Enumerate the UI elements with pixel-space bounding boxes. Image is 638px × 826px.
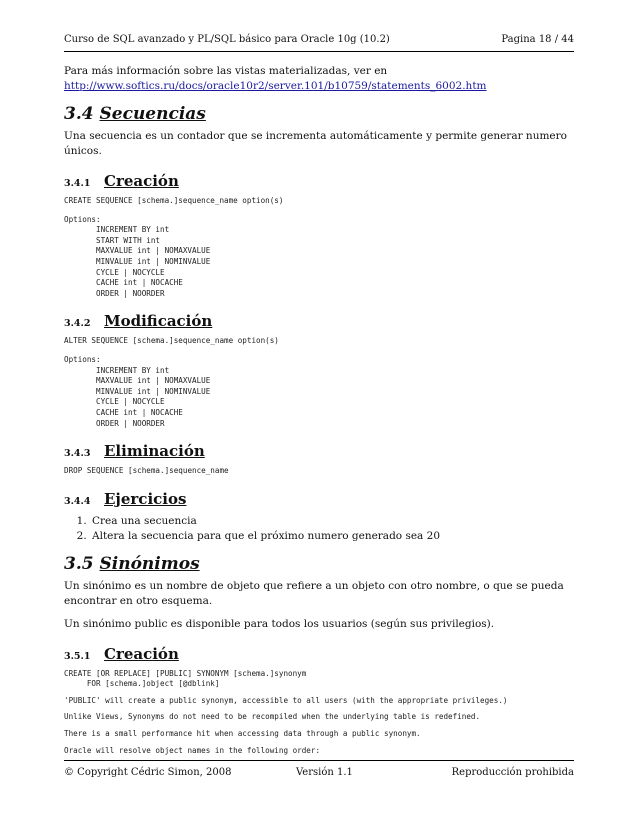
subsection-heading-create-sequence xyxy=(64,172,574,190)
synonyms-description: Un sinónimo es un nombre de objeto que refiere a un objeto con otro nombre, o que se pueda encontrar en otro esquema. xyxy=(64,579,564,607)
section-title: Secuencias xyxy=(99,104,206,124)
spacer xyxy=(64,609,574,617)
synonym-note: There is a small performance hit when accessing data through a public synonym. xyxy=(64,729,421,739)
option-line: MINVALUE int | NOMINVALUE xyxy=(96,256,211,266)
option-line: ORDER | NOORDER xyxy=(96,418,165,428)
create-synonym-syntax-line2: FOR [schema.]object [@dblink] xyxy=(64,679,220,689)
create-options-list xyxy=(64,225,574,299)
option-line: CACHE int | NOCACHE xyxy=(96,407,183,417)
option-line: CACHE int | NOCACHE xyxy=(96,278,183,288)
subsection-title: Modificación xyxy=(104,312,213,331)
option-line: MAXVALUE int | NOMAXVALUE xyxy=(96,246,211,256)
section-number: 3.4 xyxy=(64,104,94,124)
public-synonym-description: Un sinónimo public es disponible para todos los usuarios (según sus privilegios). xyxy=(64,617,495,630)
header-divider xyxy=(64,51,574,52)
page-content xyxy=(64,64,574,756)
options-label: Options: xyxy=(64,354,101,364)
subsection-heading-alter-sequence xyxy=(64,312,574,330)
alter-options-list xyxy=(64,366,574,430)
footer-copyright: © Copyright Cédric Simon, 2008 xyxy=(64,767,232,778)
footer-version: Versión 1.1 xyxy=(296,767,353,778)
header-page-number: Pagina 18 / 44 xyxy=(501,34,574,45)
materialized-views-link[interactable]: http://www.softics.ru/docs/oracle10r2/server.101/b10759/statements_6002.htm xyxy=(64,80,487,92)
subsection-heading-create-synonym xyxy=(64,645,574,663)
subsection-title: Eliminación xyxy=(104,442,205,461)
header-course-title: Curso de SQL avanzado y PL/SQL básico para Oracle 10g (10.2) xyxy=(64,34,390,45)
option-line: MINVALUE int | NOMINVALUE xyxy=(96,386,211,396)
sequences-description: Una secuencia es un contador que se incrementa automáticamente y permite generar numero únicos. xyxy=(64,130,567,157)
subsection-title: Creación xyxy=(104,172,179,190)
footer-rights: Reproducción prohibida xyxy=(451,767,574,778)
option-line: CYCLE | NOCYCLE xyxy=(96,267,165,277)
subsection-number: 3.4.2 xyxy=(64,318,91,330)
subsection-number: 3.4.1 xyxy=(64,178,91,189)
option-line: MAXVALUE int | NOMAXVALUE xyxy=(96,376,211,386)
intro-paragraph xyxy=(64,64,574,94)
subsection-number: 3.4.4 xyxy=(64,495,91,507)
exercise-item: 2. Altera la secuencia para que el próximo numero generado sea 20 xyxy=(90,529,574,544)
page-header xyxy=(64,34,574,48)
option-line: ORDER | NOORDER xyxy=(96,288,165,298)
exercise-item: 1. Crea una secuencia xyxy=(90,514,574,529)
option-line: INCREMENT BY int xyxy=(96,365,170,375)
subsection-title: Ejercicios xyxy=(104,489,187,508)
synonym-note: Unlike Views, Synonyms do not need to be recompiled when the underlying table is redefined. xyxy=(64,712,481,722)
options-label: Options: xyxy=(64,214,101,224)
drop-sequence-syntax: DROP SEQUENCE [schema.]sequence_name xyxy=(64,466,229,476)
subsection-number: 3.4.3 xyxy=(64,448,91,460)
option-line: INCREMENT BY int xyxy=(96,225,170,235)
create-sequence-syntax: CREATE SEQUENCE [schema.]sequence_name option(s) xyxy=(64,196,284,205)
section-heading-sequences xyxy=(64,104,574,124)
page-footer xyxy=(64,767,574,781)
spacer xyxy=(64,347,574,355)
subsection-title: Creación xyxy=(104,644,179,663)
footer-divider xyxy=(64,760,574,761)
section-number: 3.5 xyxy=(64,553,94,574)
option-line: CYCLE | NOCYCLE xyxy=(96,397,165,407)
section-title: Sinónimos xyxy=(99,553,200,574)
spacer xyxy=(64,207,574,215)
synonym-note: 'PUBLIC' will create a public synonym, accessible to all users (with the appropriate privileges.) xyxy=(64,695,508,705)
subsection-number: 3.5.1 xyxy=(64,650,91,662)
subsection-heading-drop-sequence xyxy=(64,442,574,460)
section-heading-synonyms xyxy=(64,554,574,574)
alter-sequence-syntax: ALTER SEQUENCE [schema.]sequence_name option(s) xyxy=(64,336,279,346)
exercises-list xyxy=(64,514,574,544)
synonym-note: Oracle will resolve object names in the following order: xyxy=(64,745,321,755)
option-line: START WITH int xyxy=(96,235,161,245)
create-synonym-syntax-line1: CREATE [OR REPLACE] [PUBLIC] SYNONYM [schema.]synonym xyxy=(64,668,307,678)
subsection-heading-exercises xyxy=(64,490,574,508)
intro-text: Para más información sobre las vistas materializadas, ver en xyxy=(64,65,388,77)
